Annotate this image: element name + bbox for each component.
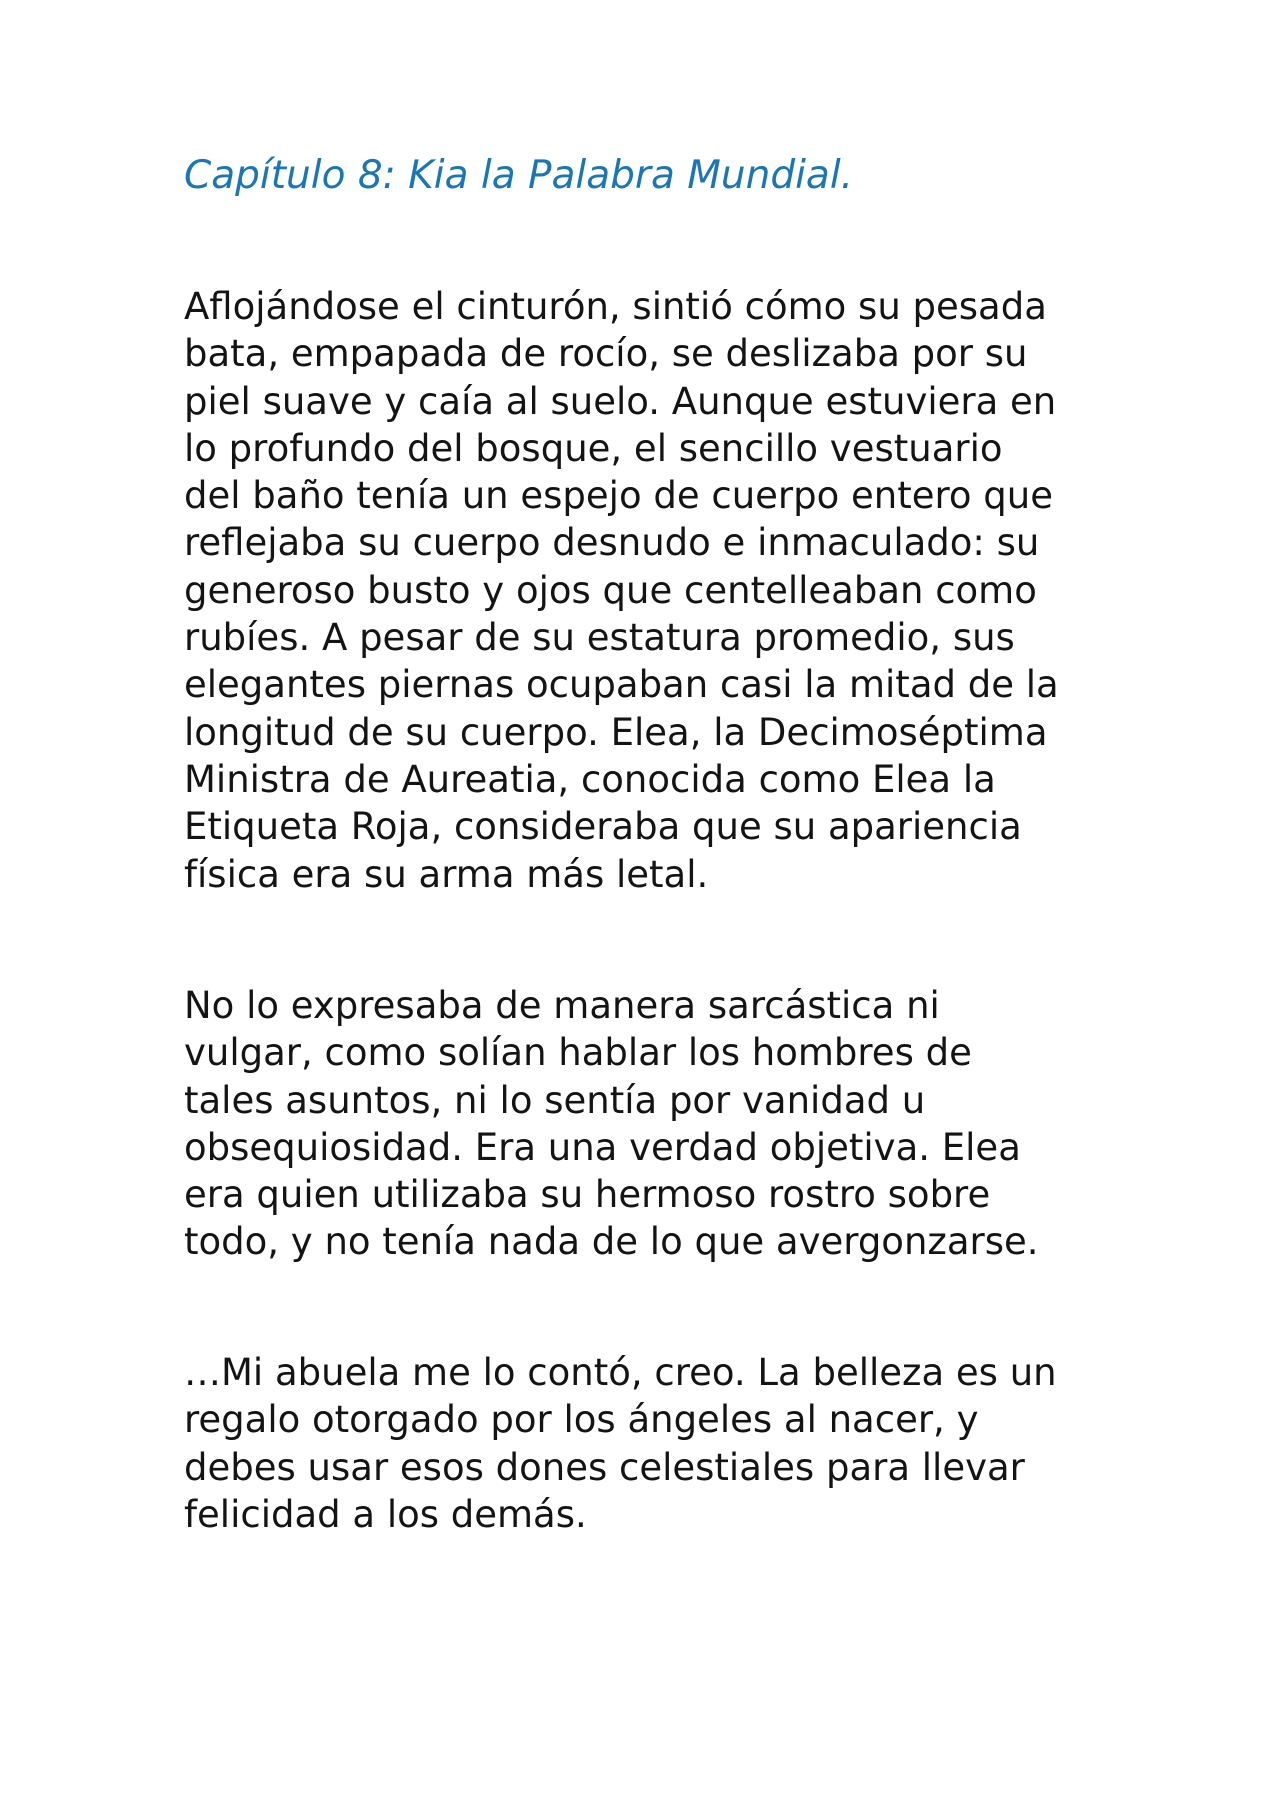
text-line: Aflojándose el cinturón, sintió cómo su pesada [184, 285, 1047, 328]
text-line: del baño tenía un espejo de cuerpo entero que [184, 474, 1054, 518]
text-line: tales asuntos, ni lo sentía por vanidad u [184, 1078, 926, 1122]
text-line: generoso busto y ojos que centelleaban como [184, 568, 1037, 612]
text-line: rubíes. A pesar de su estatura promedio, sus [184, 616, 1015, 660]
text-line: Etiqueta Roja, consideraba que su apariencia [184, 805, 1022, 849]
text-line: obsequiosidad. Era una verdad objetiva. Elea [184, 1125, 1021, 1169]
text-line: felicidad a los demás. [184, 1492, 587, 1536]
text-line: regalo otorgado por los ángeles al nacer, y [184, 1398, 979, 1442]
text-line: física era su arma más letal. [184, 852, 709, 896]
text-line: debes usar esos dones celestiales para llevar [184, 1445, 1025, 1489]
text-line: reflejaba su cuerpo desnudo e inmaculado: su [184, 521, 1040, 565]
text-line: longitud de su cuerpo. Elea, la Decimoséptima [184, 710, 1048, 754]
paragraph-1 [184, 283, 1114, 898]
text-line: todo, y no tenía nada de lo que avergonzarse. [184, 1220, 1039, 1264]
paragraph-2 [184, 982, 1114, 1266]
paragraph-3 [184, 1349, 1114, 1538]
chapter-title: Capítulo 8: Kia la Palabra Mundial. [184, 153, 854, 198]
text-line: vulgar, como solían hablar los hombres de [184, 1031, 972, 1075]
text-line: era quien utilizaba su hermoso rostro sobre [184, 1173, 991, 1217]
text-line: piel suave y caía al suelo. Aunque estuviera en [184, 379, 1057, 423]
text-line: elegantes piernas ocupaban casi la mitad de la [184, 663, 1059, 707]
text-line: bata, empapada de rocío, se deslizaba por su [184, 332, 1028, 376]
text-line: …Mi abuela me lo contó, creo. La belleza es un [184, 1351, 1057, 1394]
text-line: No lo expresaba de manera sarcástica ni [184, 984, 940, 1027]
text-line: Ministra de Aureatia, conocida como Elea la [184, 757, 996, 801]
text-line: lo profundo del bosque, el sencillo vestuario [184, 426, 1003, 470]
